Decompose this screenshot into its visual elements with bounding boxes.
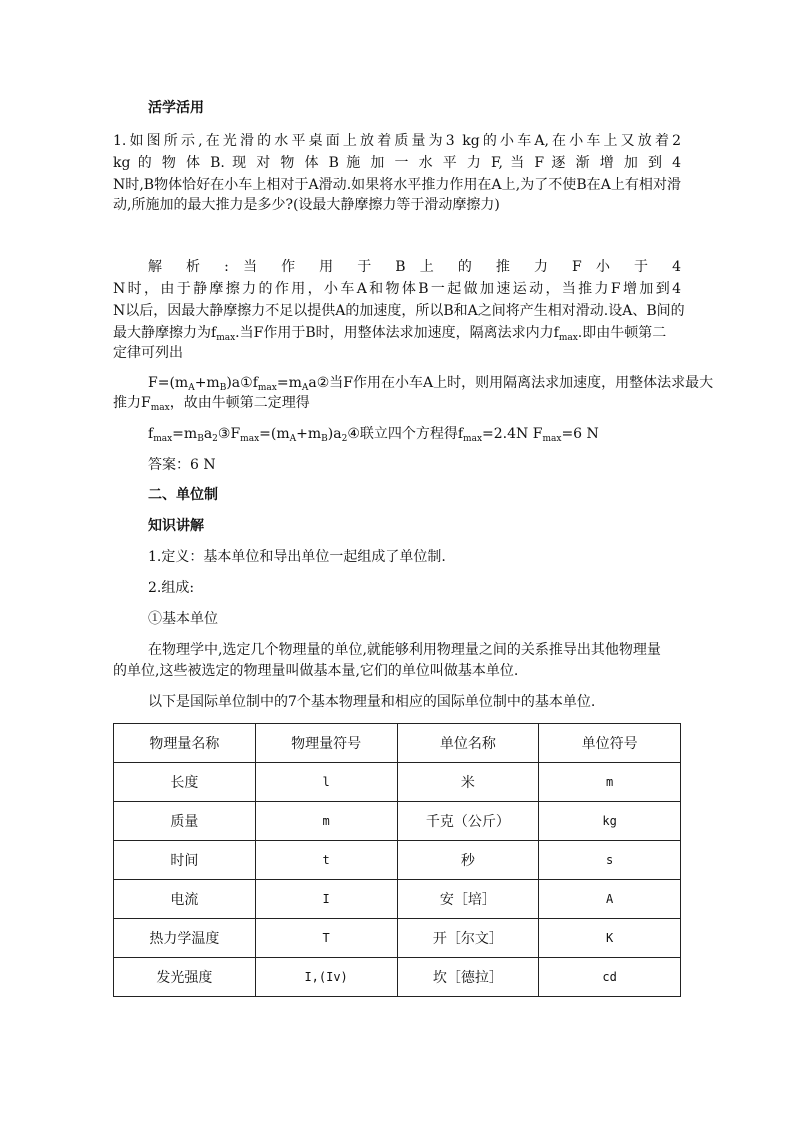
analysis-line-5: 定律可列出 (113, 345, 183, 361)
table-row (114, 880, 681, 919)
table-header-cell: 物理量名称 (114, 724, 256, 763)
table-cell: l (255, 763, 397, 802)
table-row (114, 802, 681, 841)
section-heading-practice: 活学活用 (148, 100, 204, 116)
table-cell: 时间 (114, 841, 256, 880)
analysis-line-3: N以后，因最大静摩擦力不足以提供A的加速度，所以B和A之间将产生相对滑动.设A、B间的 (113, 303, 685, 319)
subheading-knowledge: 知识讲解 (148, 518, 204, 534)
table-header-row (114, 724, 681, 763)
table-cell: 发光强度 (114, 958, 256, 997)
table-cell: 米 (397, 763, 539, 802)
table-header-cell: 物理量符号 (255, 724, 397, 763)
table-cell: s (539, 841, 681, 880)
table-header-cell: 单位名称 (397, 724, 539, 763)
table-cell: 电流 (114, 880, 256, 919)
table-cell: 坎［德拉］ (397, 958, 539, 997)
table-cell: m (539, 763, 681, 802)
table-cell: 质量 (114, 802, 256, 841)
table-cell: 长度 (114, 763, 256, 802)
table-cell: m (255, 802, 397, 841)
answer-text: 答案：6 N (148, 457, 216, 473)
table-row (114, 763, 681, 802)
equation-line-3: $f_{max}=m_Ba_2③F_{max}=(m_A+m_B)a_2④$联立四个方程得$f_{max}=2.4N$ $F_{max}=6$ N (148, 426, 599, 444)
table-cell: A (539, 880, 681, 919)
table-cell: cd (539, 958, 681, 997)
table-cell: 秒 (397, 841, 539, 880)
table-header-cell: 单位符号 (539, 724, 681, 763)
paragraph-1-line-1: 在物理学中,选定几个物理量的单位,就能够利用物理量之间的关系推导出其他物理量 (148, 642, 661, 658)
table-row (114, 841, 681, 880)
question-line-1: 1.如图所示,在光滑的水平桌面上放着质量为3 kg的小车A,在小车上又放着2 (113, 133, 681, 149)
table-cell: t (255, 841, 397, 880)
table-cell: I,(Iv) (255, 958, 397, 997)
analysis-line-1: 解 析 : 当 作 用 于 B 上 的 推 力 F 小 于 4 (148, 259, 681, 275)
equation-line-2: 推力$F_{max}$，故由牛顿第二定理得 (113, 395, 310, 413)
base-units-table (113, 723, 681, 997)
composition-text: 2.组成: (148, 580, 195, 596)
definition-text: 1.定义：基本单位和导出单位一起组成了单位制. (148, 549, 446, 565)
table-cell: K (539, 919, 681, 958)
analysis-line-4: 最大静摩擦力为$f_{max}$.当F作用于B时，用整体法求加速度，隔离法求内力$f_{max}$.即由牛顿第二 (113, 325, 667, 343)
table-row (114, 958, 681, 997)
table-cell: T (255, 919, 397, 958)
question-line-3: N时,B物体恰好在小车上相对于A滑动.如果将水平推力作用在A上,为了不使B在A上有相对滑 (113, 177, 681, 193)
table-cell: 开［尔文］ (397, 919, 539, 958)
analysis-line-2: N时，由于静摩擦力的作用，小车A和物体B一起做加速运动，当推力F增加到4 (113, 281, 681, 297)
base-units-label: ①基本单位 (148, 611, 218, 627)
paragraph-2: 以下是国际单位制中的7个基本物理量和相应的国际单位制中的基本单位. (148, 694, 596, 710)
question-line-4: 动,所施加的最大推力是多少?(设最大静摩擦力等于滑动摩擦力) (113, 197, 500, 213)
table-cell: I (255, 880, 397, 919)
table-cell: 安［培］ (397, 880, 539, 919)
table-cell: 热力学温度 (114, 919, 256, 958)
table-cell: kg (539, 802, 681, 841)
question-line-2: kg 的 物 体 B. 现 对 物 体 B 施 加 一 水 平 力 F, 当 F 逐 渐 增 加 到 4 (113, 155, 681, 171)
paragraph-1-line-2: 的单位,这些被选定的物理量叫做基本量,它们的单位叫做基本单位. (113, 663, 519, 679)
equation-line-1: $F=(m_A+m_B)a①f_{max}=m_Aa②$当F作用在小车A上时，则用隔离法求加速度，用整体法求最大 (148, 375, 714, 393)
section-heading-units: 二、单位制 (148, 487, 218, 503)
table-row (114, 919, 681, 958)
table-cell: 千克（公斤） (397, 802, 539, 841)
